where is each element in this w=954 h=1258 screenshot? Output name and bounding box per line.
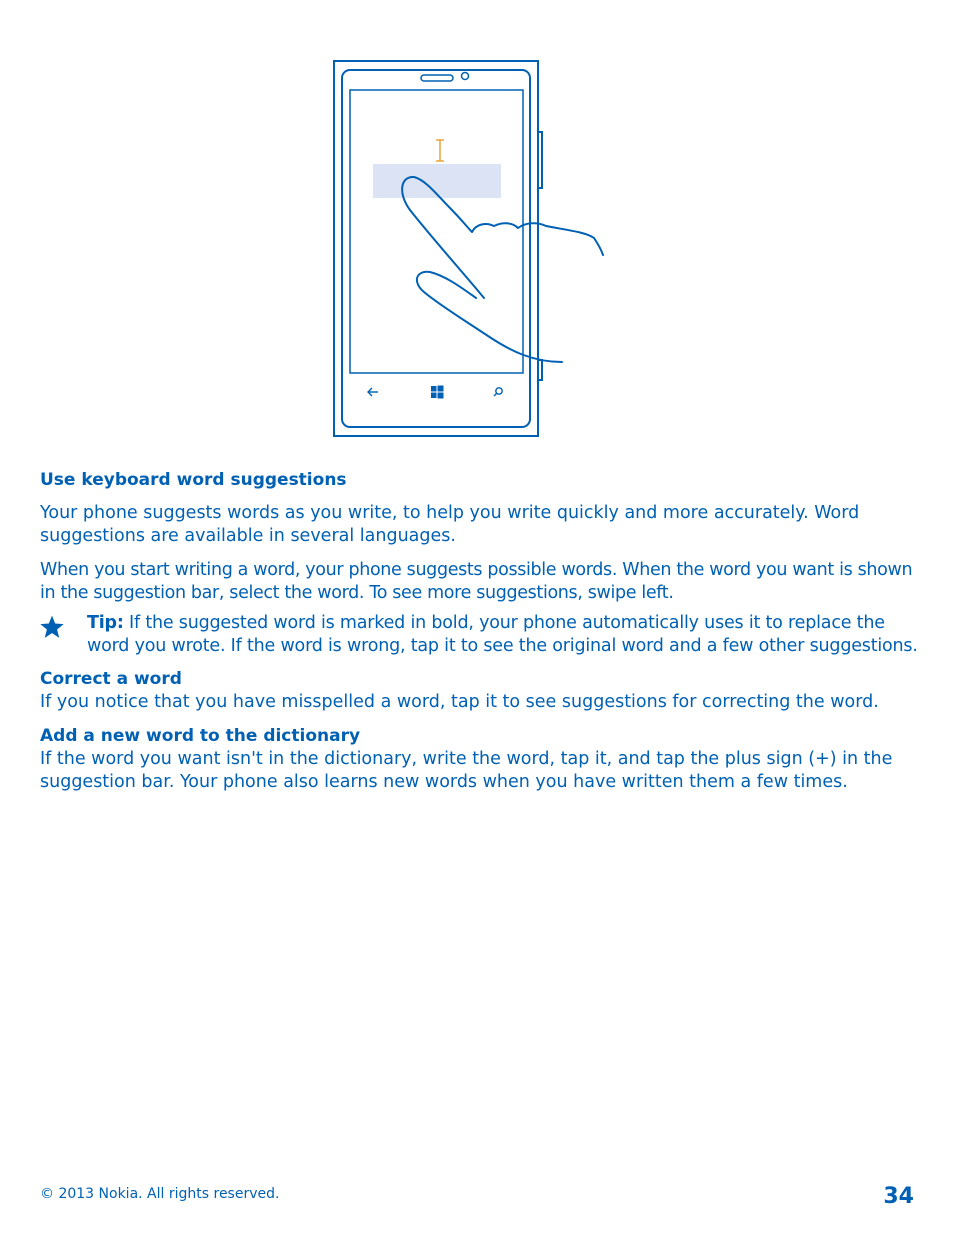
section-text: If you notice that you have misspelled a word, tap it to see suggestions for correcting the word.: [40, 692, 879, 712]
main-content: [40, 469, 920, 805]
section-heading: Use keyboard word suggestions: [40, 470, 347, 490]
phone-screen: [350, 90, 523, 373]
tip-text: [87, 612, 920, 658]
how-paragraph: When you start writing a word, your phone suggests possible words. When the word you want is shown in the suggestion bar, select the word. To see more suggestions, swipe left.: [40, 560, 913, 603]
intro-paragraph: Your phone suggests words as you write, to help you write quickly and more accurately. Word suggestions are available in several languages.: [40, 503, 860, 546]
phone-illustration: [330, 58, 610, 442]
tip-label: Tip:: [87, 613, 124, 633]
front-camera: [462, 73, 469, 80]
text-cursor: [436, 140, 444, 161]
windows-start-icon: [431, 386, 444, 399]
section-correct-word: [40, 668, 920, 714]
section-add-word: [40, 725, 920, 794]
phone-outer-frame: [334, 61, 538, 436]
tip-box: [40, 612, 920, 658]
search-icon: [494, 388, 502, 396]
section-title: Correct a word: [40, 669, 182, 689]
tip-body: If the suggested word is marked in bold, your phone automatically uses it to replace the word you wrote. If the word is wrong, tap it to see the original word and a few other suggestions.: [87, 613, 918, 656]
star-icon: [39, 614, 65, 640]
back-arrow-icon: [368, 388, 378, 396]
section-title: Add a new word to the dictionary: [40, 726, 361, 746]
phone-camera-button: [539, 360, 542, 380]
hand-thumb: [417, 272, 562, 362]
copyright-footer: © 2013 Nokia. All rights reserved.: [40, 1186, 280, 1202]
phone-volume-button: [539, 132, 542, 188]
page-number: 34: [883, 1184, 914, 1209]
phone-drawing: [330, 58, 610, 442]
section-text: If the word you want isn't in the dictionary, write the word, tap it, and tap the plus sign (+) in the suggestion bar. Your phone also learns new words when you have written them a few times.: [40, 749, 893, 792]
earpiece: [421, 75, 453, 81]
